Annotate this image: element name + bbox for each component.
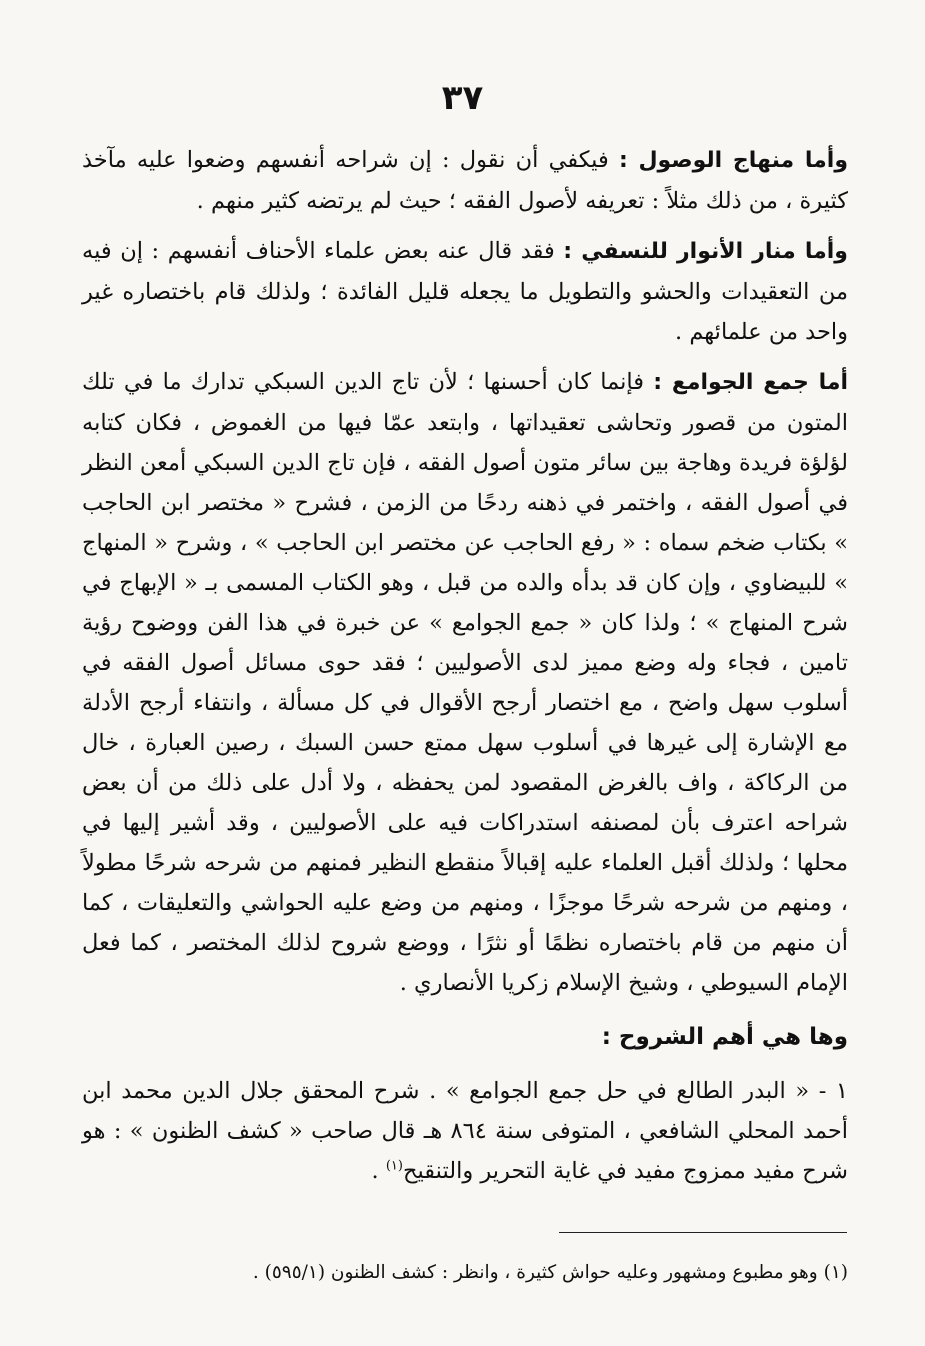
list-item-end: .: [371, 1158, 386, 1184]
paragraph-manar: [82, 231, 848, 352]
main-text: [82, 140, 848, 1201]
footnote-divider: [559, 1232, 847, 1233]
paragraph-minhaj: [82, 140, 848, 221]
paragraph-jam-al-jawami: [82, 362, 848, 1003]
paragraph-text: فإنما كان أحسنها ؛ لأن تاج الدين السبكي تدارك ما في تلك المتون من قصور وتحاشى تعقيداتها ، وابتعد عمّا فيها من الغموض ، فكان كتابه لؤلؤة فريدة وهاجة بين سائر متون أصول الفقه ، فإن تاج الدين السبكي أمعن النظر في أصول الفقه ، واختمر في ذهنه ردحًا من الزمن ، فشرح « مختصر ابن الحاجب » بكتاب ضخم سماه : « رفع الحاجب عن مختصر ابن الحاجب » ، وشرح « المنهاج » للبيضاوي ، وإن كان قد بدأه والده من قبل ، وهو الكتاب المسمى بـ « الإبهاج في شرح المنهاج » ؛ ولذا كان « جمع الجوامع » عن خبرة في هذا الفن ووضوح رؤية تامين ، فجاء وله وضع مميز لدى الأصوليين ؛ فقد حوى مسائل أصول الفقه في أسلوب سهل واضح ، مع اختصار أرجح الأقوال في كل مسألة ، وانتفاء أرجح الأدلة مع الإشارة إلى غيرها في أسلوب سهل ممتع حسن السبك ، رصين العبارة ، خال من الركاكة ، واف بالغرض المقصود لمن يحفظه ، ولا أدل على ذلك من أن بعض شراحه اعترف بأن لمصنفه استدراكات فيه على الأصوليين ، وقد أشير إليها في محلها ؛ ولذلك أقبل العلماء عليه إقبالاً منقطع النظير فمنهم من شرحه شرحًا مطولاً ، ومنهم من شرحه شرحًا موجزًا ، ومنهم من وضع عليه الحواشي والتعليقات ، كما أن منهم من قام باختصاره نظمًا أو نثرًا ، ووضع شروح لذلك المختصر ، كما فعل الإمام السيوطي ، وشيخ الإسلام زكريا الأنصاري .: [82, 369, 848, 996]
footnote: (١) وهو مطبوع ومشهور وعليه حواش كثيرة ، وانظر : كشف الظنون (٥٩٥/١) .: [252, 1262, 848, 1283]
footnote-reference[interactable]: (١): [385, 1158, 403, 1174]
list-item-text: ١ - « البدر الطالع في حل جمع الجوامع » . شرح المحقق جلال الدين محمد ابن أحمد المحلي الشافعي ، المتوفى سنة ٨٦٤ هـ قال صاحب « كشف الظنون » : هو شرح مفيد ممزوج مفيد في غاية التحرير والتنقيح: [82, 1078, 848, 1184]
paragraph-text: فقد قال عنه بعض علماء الأحناف أنفسهم : إن فيه من التعقيدات والحشو والتطويل ما يجعله قليل الفائدة ؛ ولذلك قام باختصاره غير واحد من علمائهم .: [82, 238, 848, 345]
section-heading: وها هي أهم الشروح :: [601, 1024, 848, 1050]
paragraph-lead: أما جمع الجوامع :: [653, 370, 848, 395]
paragraph-text: فيكفي أن نقول : إن شراحه أنفسهم وضعوا عليه مآخذ كثيرة ، من ذلك مثلاً : تعريفه لأصول الفقه ؛ حيث لم يرتضه كثير منهم .: [82, 147, 848, 214]
list-item-1: [82, 1071, 848, 1191]
paragraph-lead: وأما منار الأنوار للنسفي :: [563, 239, 848, 264]
page-number: ٣٧: [441, 78, 484, 118]
paragraph-lead: وأما منهاج الوصول :: [618, 148, 848, 173]
